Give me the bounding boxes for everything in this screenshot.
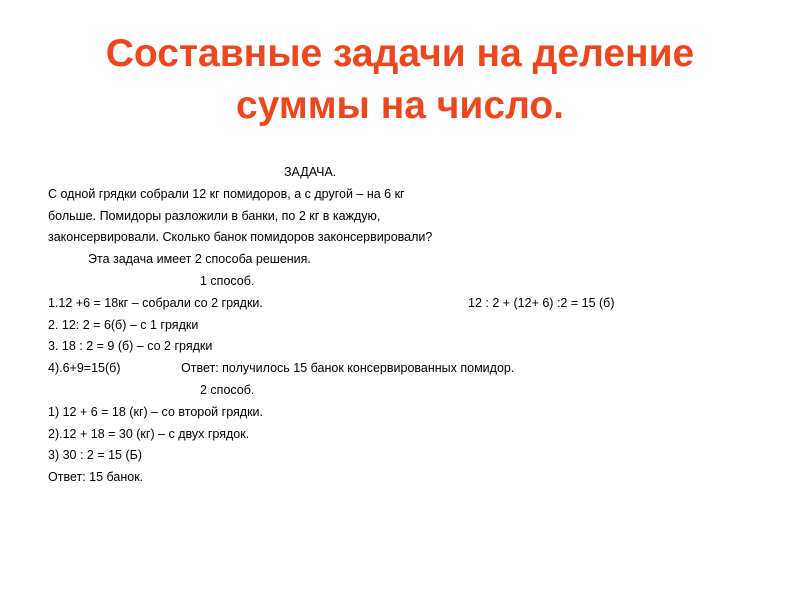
task-heading: ЗАДАЧА.	[284, 165, 337, 179]
method1-expression: 12 : 2 + (12+ 6) :2 = 15 (б)	[468, 295, 615, 310]
method2-heading: 2 способ.	[200, 382, 255, 397]
task-intro: Эта задача имеет 2 способа решения.	[88, 252, 311, 267]
task-text-line-1: С одной грядки собрали 12 кг помидоров, а с другой – на 6 кг	[48, 186, 405, 201]
method1-step3: 3. 18 : 2 = 9 (б) – со 2 грядки	[48, 339, 213, 354]
title-line-2: суммы на число.	[235, 84, 564, 127]
task-text-line-3: законсервировали. Сколько банок помидоров законсервировали?	[48, 230, 433, 245]
method2-step3: 3) 30 : 2 = 15 (Б)	[48, 448, 143, 463]
method2-step1: 1) 12 + 6 = 18 (кг) – со второй грядки.	[48, 404, 263, 419]
method1-step2: 2. 12: 2 = 6(б) – с 1 грядки	[48, 317, 199, 332]
task-body	[48, 162, 768, 489]
task-text-line-2: больше. Помидоры разложили в банки, по 2 кг в каждую,	[48, 208, 381, 223]
method2-answer: Ответ: 15 банок.	[48, 470, 144, 485]
method1-step1: 1.12 +6 = 18кг – собрали со 2 грядки.	[48, 295, 263, 310]
title-line-1: Составные задачи на деление	[105, 32, 695, 75]
method1-step4: 4).6+9=15(б)	[48, 361, 121, 376]
method1-step4-row	[48, 358, 768, 380]
slide-title	[0, 28, 800, 132]
method1-heading: 1 способ.	[200, 273, 255, 288]
method2-step2: 2).12 + 18 = 30 (кг) – с двух грядок.	[48, 426, 250, 441]
method1-step1-row	[48, 293, 768, 315]
method1-answer: Ответ: получилось 15 банок консервированных помидор.	[181, 361, 515, 376]
